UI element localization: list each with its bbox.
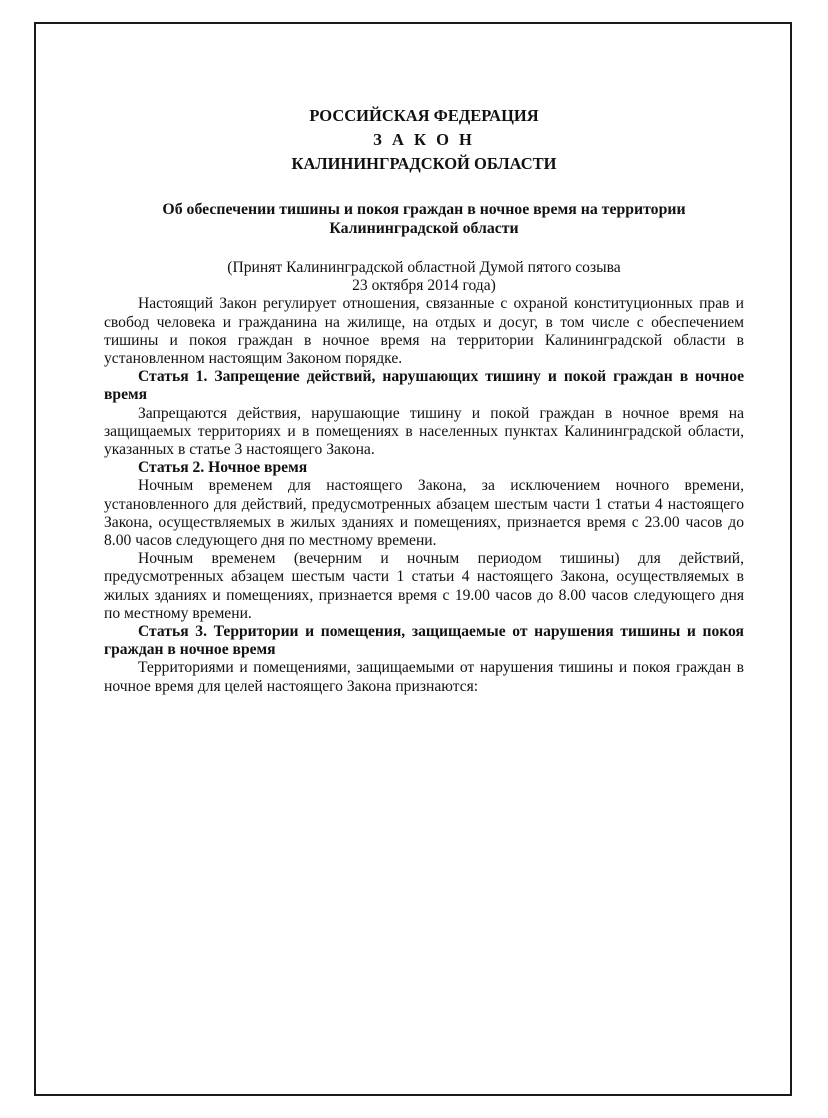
adoption-line-2: 23 октября 2014 года) — [352, 277, 496, 295]
article-1-heading: Статья 1. Запрещение действий, нарушающих тишину и покой граждан в ночное время — [104, 368, 744, 404]
article-3-heading: Статья 3. Территории и помещения, защищаемые от нарушения тишины и покоя граждан в ночное время — [104, 623, 744, 659]
preamble-paragraph: Настоящий Закон регулирует отношения, связанные с охраной конституционных прав и свобод человека и гражданина на жилище, на отдых и досуг, в том числе с обеспечением тишины и покоя граждан в ночное время на территории Калининградской области в установленном настоящим Законом порядке. — [104, 295, 744, 368]
adoption-line-1: (Принят Калининградской областной Думой пятого созыва — [227, 259, 621, 276]
document-title: Об обеспечении тишины и покоя граждан в ночное время на территории Калининградской области — [162, 201, 686, 237]
article-2-heading: Статья 2. Ночное время — [138, 459, 308, 477]
adoption-note — [104, 259, 744, 295]
article-3-paragraph-1: Территориями и помещениями, защищаемыми от нарушения тишины и покоя граждан в ночное время для целей настоящего Закона признаются: — [104, 659, 744, 695]
header-region: КАЛИНИНГРАДСКОЙ ОБЛАСТИ — [291, 154, 557, 173]
header-country: РОССИЙСКАЯ ФЕДЕРАЦИЯ — [309, 106, 539, 125]
document-header — [104, 104, 744, 176]
header-law: З А К О Н — [373, 130, 475, 149]
document-body — [104, 80, 744, 696]
article-2-paragraph-1: Ночным временем для настоящего Закона, за исключением ночного времени, установленного для действий, предусмотренных абзацем шестым части 1 статьи 4 настоящего Закона, осуществляемых в жилых зданиях и помещениях, признается время с 23.00 часов до 8.00 часов следующего дня по местному времени. — [104, 477, 744, 550]
article-2-paragraph-2: Ночным временем (вечерним и ночным периодом тишины) для действий, предусмотренных абзацем шестым части 1 статьи 4 настоящего Закона, осуществляемых в жилых зданиях и помещениях, признается время с 19.00 часов до 8.00 часов следующего дня по местному времени. — [104, 550, 744, 622]
article-1-paragraph-1: Запрещаются действия, нарушающие тишину и покой граждан в ночное время на защищаемых территориях и в помещениях в населенных пунктах Калининградской области, указанных в статье 3 настоящего Закона. — [104, 404, 744, 459]
